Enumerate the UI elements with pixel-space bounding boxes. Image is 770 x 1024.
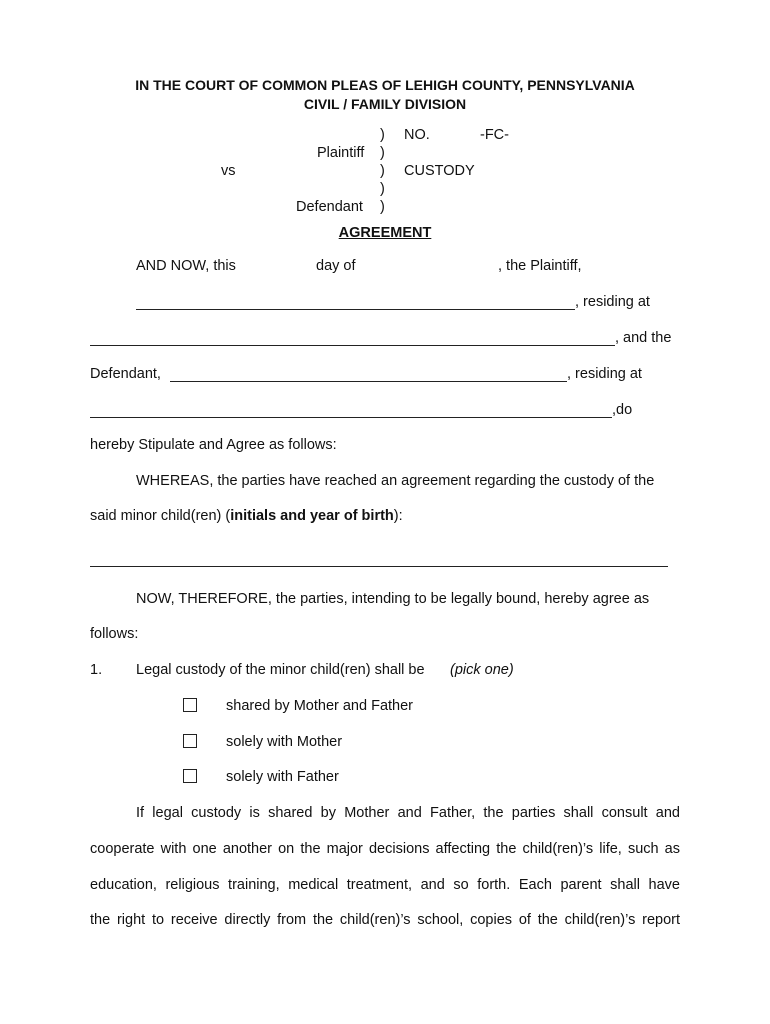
agreement-title: AGREEMENT (338, 225, 432, 241)
option-father-label: solely with Father (226, 769, 339, 785)
and-now-text: AND NOW, this (136, 258, 236, 274)
residing-at-text-2: , residing at (567, 366, 642, 382)
shared-paragraph-line-1: If legal custody is shared by Mother and Father, the parties shall consult and (136, 805, 680, 821)
defendant-address-field[interactable] (90, 417, 612, 418)
caption-paren: ) (380, 181, 385, 197)
fc-label: -FC- (480, 127, 509, 143)
defendant-name-field[interactable] (170, 381, 567, 382)
shared-custody-checkbox[interactable] (183, 698, 197, 712)
division-title: CIVIL / FAMILY DIVISION (303, 96, 467, 112)
plaintiff-label: Plaintiff (317, 145, 365, 161)
shared-paragraph-line-2: cooperate with one another on the major decisions affecting the child(ren)’s life, such as (90, 841, 680, 857)
plaintiff-address-field[interactable] (90, 345, 615, 346)
shared-paragraph-line-4: the right to receive directly from the child(ren)’s school, copies of the child(ren)’s report (90, 912, 680, 928)
option-shared-label: shared by Mother and Father (226, 698, 413, 714)
whereas-line-2-pre: said minor child(ren) ( (90, 508, 231, 524)
therefore-line-2: follows: (90, 626, 139, 642)
caption-paren: ) (380, 145, 385, 161)
whereas-line-2 (90, 508, 403, 524)
pick-one-hint: (pick one) (450, 662, 514, 678)
stipulate-text: hereby Stipulate and Agree as follows: (90, 437, 337, 453)
the-plaintiff-text: , the Plaintiff, (498, 258, 582, 274)
caption-paren: ) (380, 163, 385, 179)
whereas-line-2-post: ): (393, 508, 403, 524)
defendant-label: Defendant (296, 199, 363, 215)
caption-paren: ) (380, 199, 385, 215)
sole-father-checkbox[interactable] (183, 769, 197, 783)
plaintiff-name-field[interactable] (136, 309, 575, 310)
vs-label: vs (221, 163, 236, 179)
section-1-number: 1. (90, 662, 103, 678)
therefore-line-1: NOW, THEREFORE, the parties, intending to be legally bound, hereby agree as (136, 591, 650, 607)
do-text: ,do (612, 402, 633, 418)
sole-mother-checkbox[interactable] (183, 734, 197, 748)
option-mother-label: solely with Mother (226, 734, 343, 750)
whereas-line-1: WHEREAS, the parties have reached an agreement regarding the custody of the (136, 473, 655, 489)
residing-at-text: , residing at (575, 294, 650, 310)
and-the-text: , and the (615, 330, 672, 346)
defendant-text: Defendant, (90, 366, 161, 382)
day-of-text: day of (316, 258, 356, 274)
custody-label: CUSTODY (404, 163, 475, 179)
caption-paren: ) (380, 127, 385, 143)
section-1-text: Legal custody of the minor child(ren) shall be (136, 662, 425, 678)
whereas-line-2-bold: initials and year of birth (230, 508, 394, 524)
court-title: IN THE COURT OF COMMON PLEAS OF LEHIGH COUNTY, PENNSYLVANIA (135, 77, 635, 93)
children-initials-field[interactable] (90, 566, 668, 567)
case-number-label: NO. (404, 127, 430, 143)
shared-paragraph-line-3: education, religious training, medical treatment, and so forth. Each parent shall have (90, 877, 680, 893)
